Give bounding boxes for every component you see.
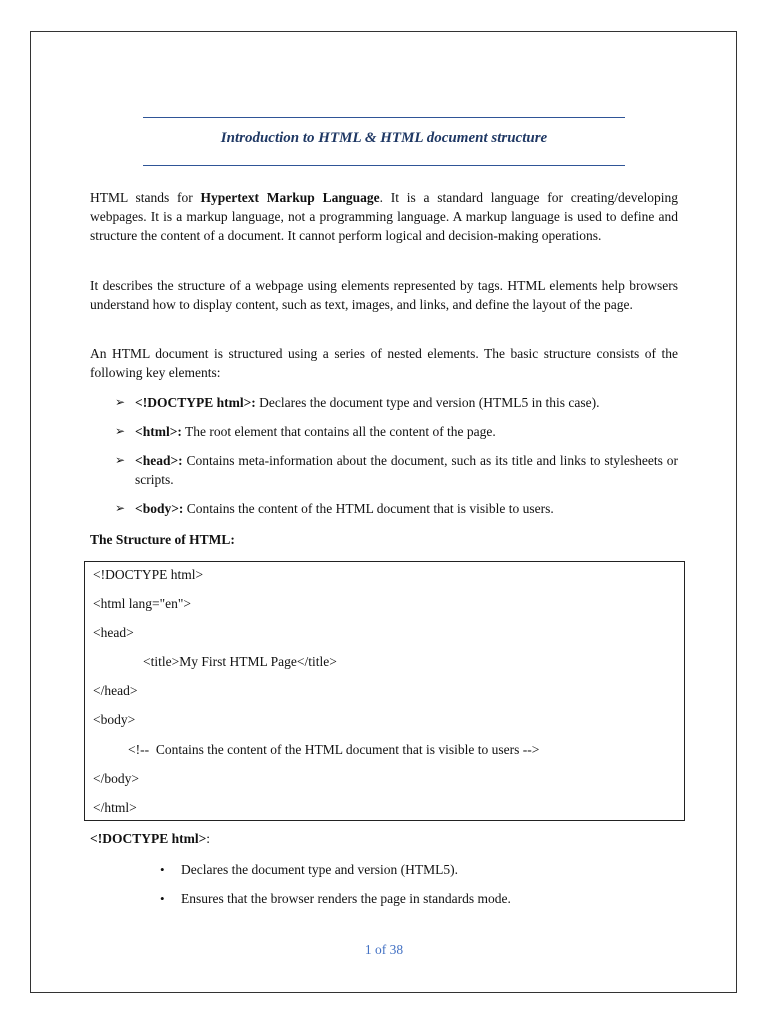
code-line: <!-- Contains the content of the HTML document that is visible to users --> — [128, 742, 540, 757]
arrow-bullet-icon: ➢ — [115, 424, 126, 438]
list-item — [115, 499, 678, 518]
element-term: <!DOCTYPE html>: — [135, 395, 256, 410]
code-box — [84, 561, 685, 821]
code-line: <head> — [93, 625, 134, 640]
code-line: </body> — [93, 771, 139, 786]
element-desc: Declares the document type and version (HTML5 in this case). — [255, 395, 600, 410]
list-item — [160, 860, 680, 879]
list-item — [115, 451, 678, 489]
element-desc: The root element that contains all the content of the page. — [181, 424, 496, 439]
element-term: <body>: — [135, 501, 184, 516]
code-line: </html> — [93, 800, 137, 815]
title-rule-bottom — [143, 165, 625, 166]
code-line: <title>My First HTML Page</title> — [143, 654, 337, 669]
code-line: <!DOCTYPE html> — [93, 567, 204, 582]
document-title: Introduction to HTML & HTML document structure — [220, 130, 548, 146]
code-line: <html lang="en"> — [93, 596, 191, 611]
arrow-bullet-icon: ➢ — [115, 501, 126, 515]
arrow-bullet-icon: ➢ — [115, 395, 126, 409]
arrow-bullet-icon: ➢ — [115, 453, 126, 467]
paragraph-intro-before: HTML stands for — [90, 190, 201, 205]
list-item — [115, 393, 678, 412]
doctype-heading-colon: : — [206, 831, 211, 846]
key-elements-list — [115, 393, 678, 528]
structure-heading: The Structure of HTML: — [90, 532, 235, 547]
element-term: <html>: — [135, 424, 182, 439]
title-rule-top — [143, 117, 625, 118]
element-desc: Contains the content of the HTML document that is visible to users. — [183, 501, 554, 516]
doctype-point-text: Declares the document type and version (HTML5). — [181, 862, 459, 877]
list-item — [115, 422, 678, 441]
element-term: <head>: — [135, 453, 183, 468]
dot-bullet-icon: • — [160, 891, 165, 906]
paragraph-structure: It describes the structure of a webpage using elements represented by tags. HTML elements help browsers understand how to display content, such as text, images, and links, and define the layout of the page. — [90, 278, 678, 312]
paragraph-intro — [90, 188, 678, 245]
dot-bullet-icon: • — [160, 862, 165, 877]
doctype-points-list — [160, 860, 680, 918]
paragraph-nested: An HTML document is structured using a series of nested elements. The basic structure consists of the following key elements: — [90, 346, 678, 380]
paragraph-intro-after: . It is a standard language for creating/developing webpages. It is a markup language, not a programming language. A markup language is used to define and structure the content of a document. It cannot perform logical and decision-making operations. — [90, 190, 678, 243]
list-item — [160, 889, 680, 908]
element-desc: Contains meta-information about the document, such as its title and links to stylesheets or scripts. — [135, 453, 678, 487]
page-number: 1 of 38 — [364, 942, 404, 957]
doctype-heading — [90, 831, 210, 847]
doctype-heading-term: <!DOCTYPE html> — [90, 831, 207, 846]
doctype-point-text: Ensures that the browser renders the page in standards mode. — [181, 891, 511, 906]
paragraph-intro-bold: Hypertext Markup Language — [200, 190, 380, 205]
code-line: <body> — [93, 712, 136, 727]
code-line: </head> — [93, 683, 138, 698]
